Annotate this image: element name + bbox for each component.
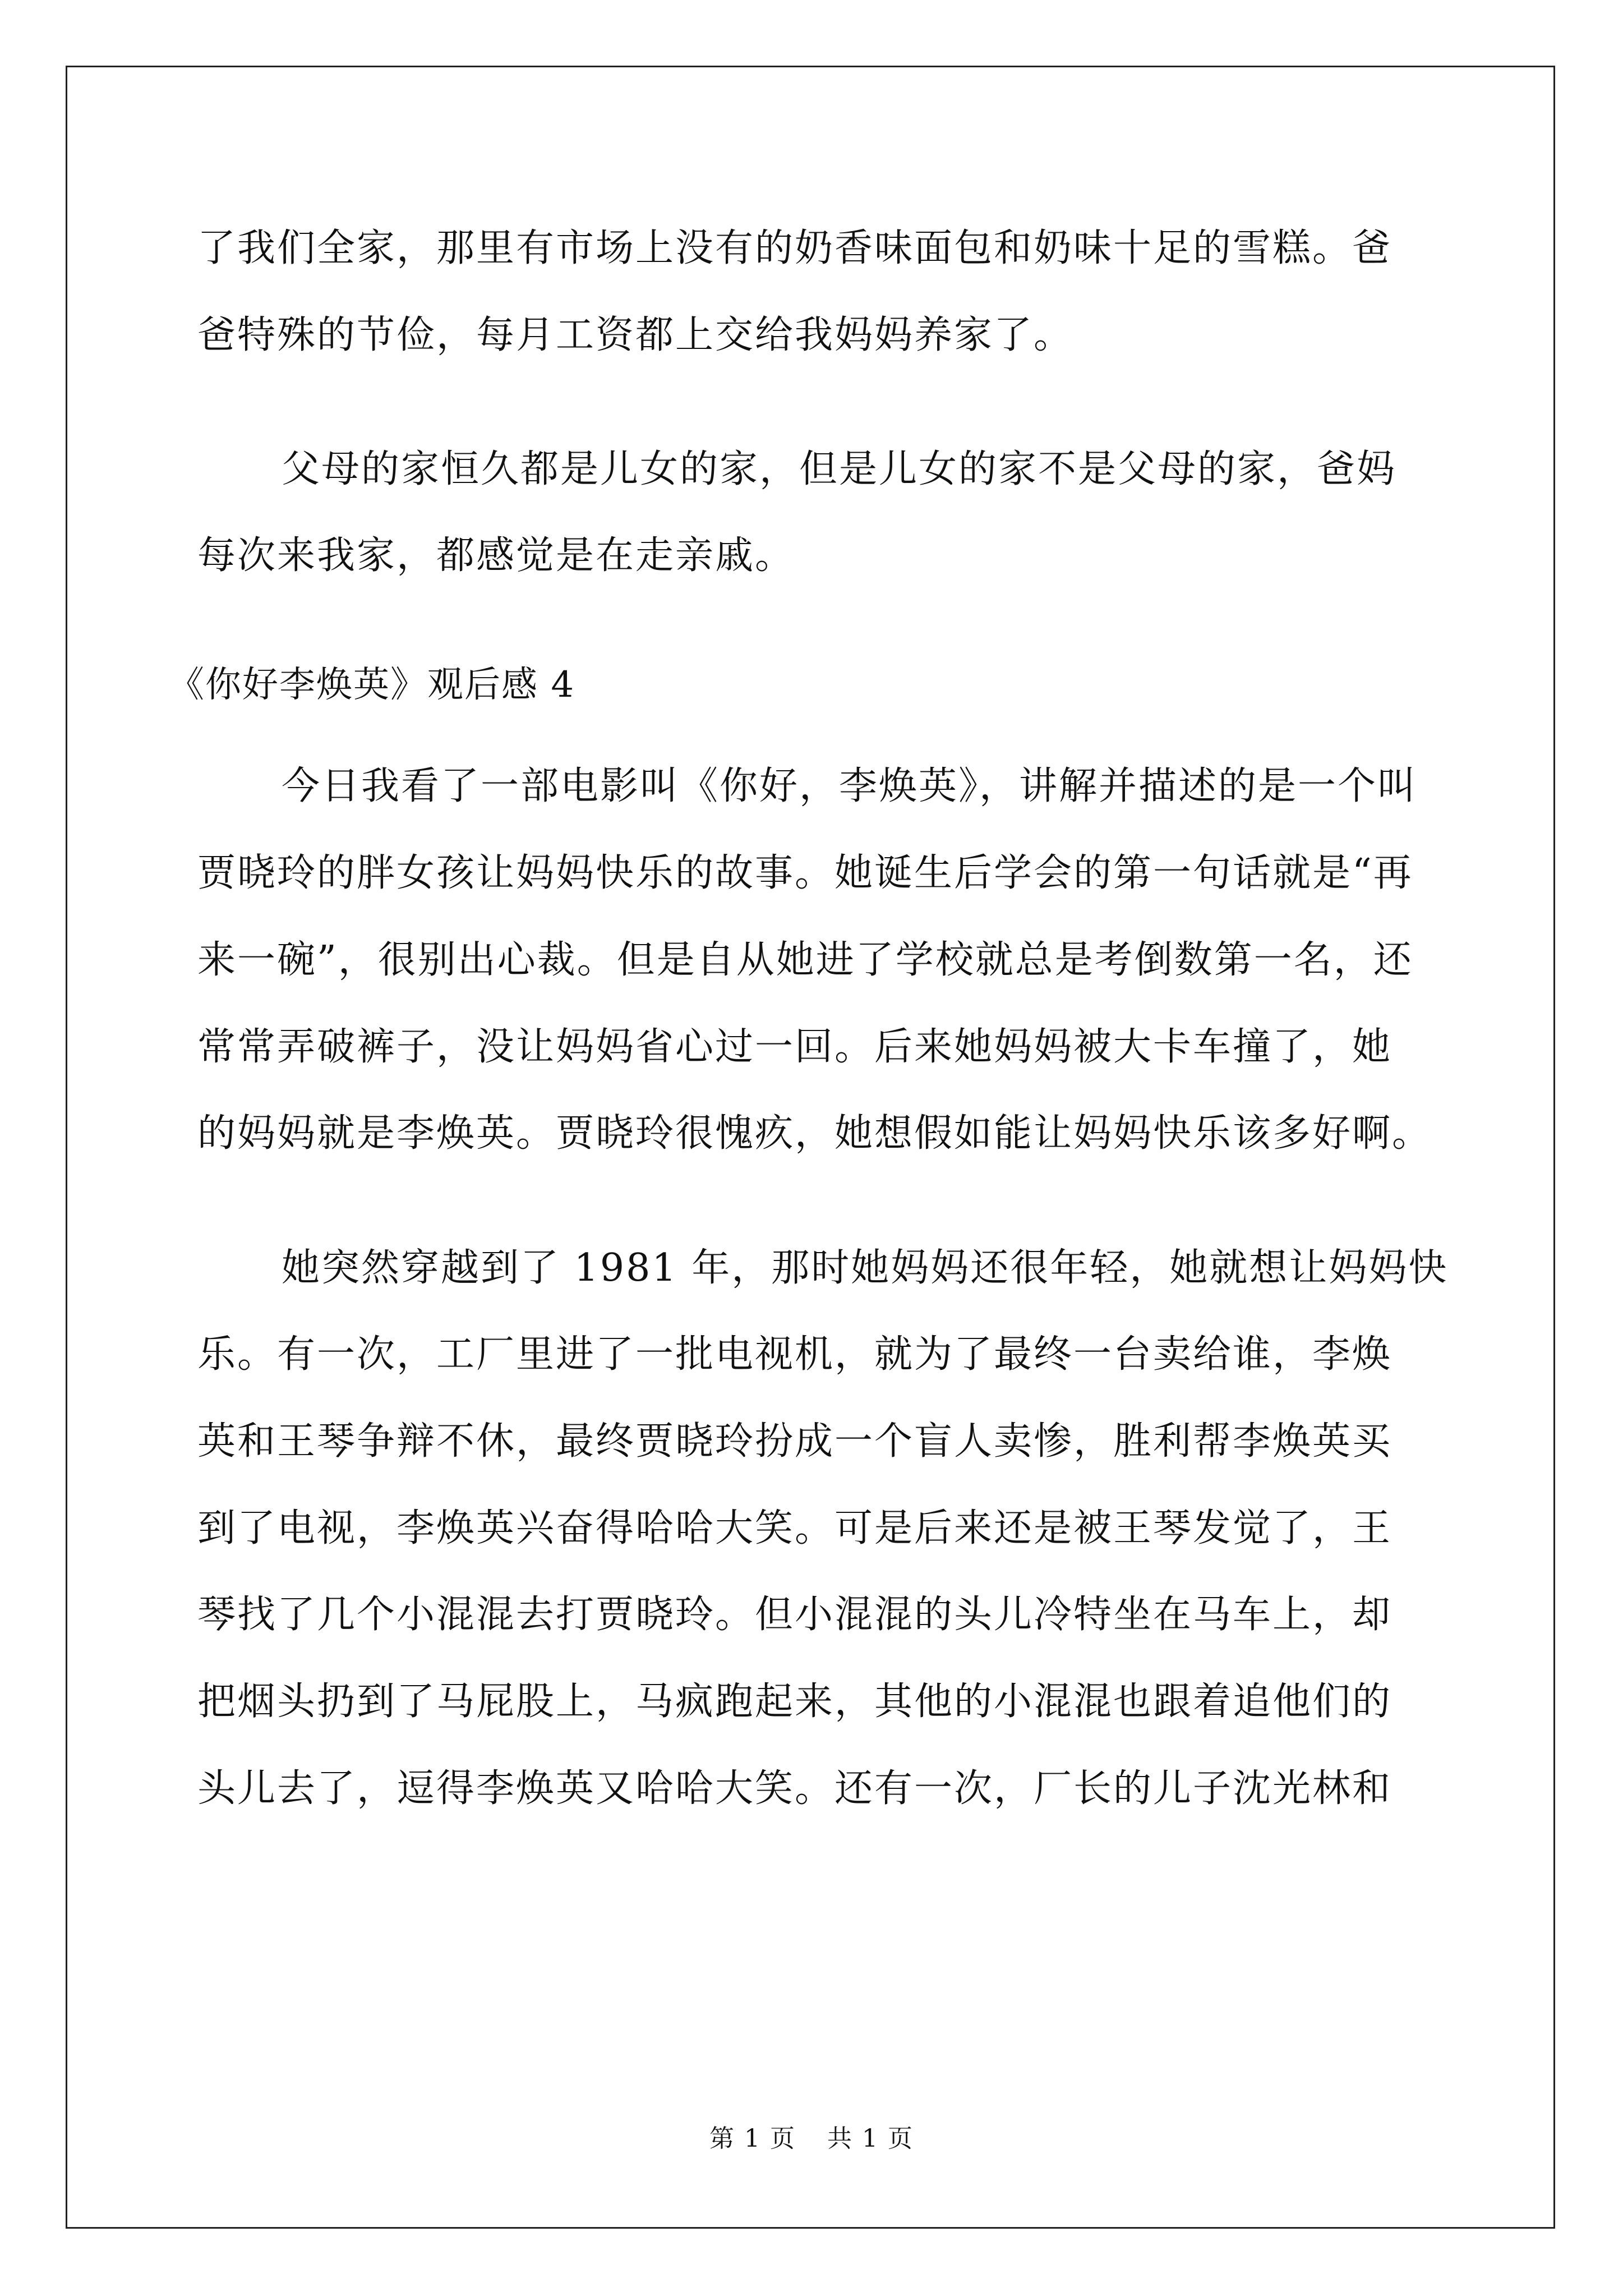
text-line: 的妈妈就是李焕英。贾晓玲很愧疚，她想假如能让妈妈快乐该多好啊。 — [197, 1111, 1432, 1156]
text-line: 今日我看了一部电影叫《你好，李焕英》，讲解并描述的是一个叫 — [282, 764, 1418, 808]
text-line: 头儿去了，逗得李焕英又哈哈大笑。还有一次，厂长的儿子沈光林和 — [197, 1766, 1393, 1811]
text-line: 来一碗”，很别出心裁。但是自从她进了学校就总是考倒数第一名，还 — [197, 938, 1413, 982]
text-line: 贾晓玲的胖女孩让妈妈快乐的故事。她诞生后学会的第一句话就是“再 — [197, 851, 1413, 895]
text-line: 了我们全家，那里有市场上没有的奶香味面包和奶味十足的雪糕。爸 — [197, 226, 1393, 270]
section-heading: 《你好李焕英》观后感 4 — [168, 664, 575, 706]
text-line: 把烟头扔到了马屁股上，马疯跑起来，其他的小混混也跟着追他们的 — [197, 1680, 1393, 1724]
text-line: 乐。有一次，工厂里进了一批电视机，就为了最终一台卖给谁，李焕 — [197, 1332, 1393, 1377]
page-number: 第 1 页 — [709, 2124, 796, 2153]
text-line: 常常弄破裤子，没让妈妈省心过一回。后来她妈妈被大卡车撞了，她 — [197, 1025, 1393, 1069]
text-line: 琴找了几个小混混去打贾晓玲。但小混混的头儿冷特坐在马车上，却 — [197, 1593, 1393, 1637]
page-footer — [0, 2122, 1623, 2156]
text-line: 爸特殊的节俭，每月工资都上交给我妈妈养家了。 — [197, 313, 1074, 357]
text-line: 她突然穿越到了 1981 年，那时她妈妈还很年轻，她就想让妈妈快 — [282, 1246, 1449, 1290]
text-line: 父母的家恒久都是儿女的家，但是儿女的家不是父母的家，爸妈 — [282, 447, 1397, 491]
page-total: 共 1 页 — [827, 2124, 914, 2153]
text-line: 到了电视，李焕英兴奋得哈哈大笑。可是后来还是被王琴发觉了，王 — [197, 1506, 1393, 1550]
text-line: 英和王琴争辩不休，最终贾晓玲扮成一个盲人卖惨，胜利帮李焕英买 — [197, 1419, 1393, 1464]
text-line: 每次来我家，都感觉是在走亲戚。 — [197, 533, 795, 578]
